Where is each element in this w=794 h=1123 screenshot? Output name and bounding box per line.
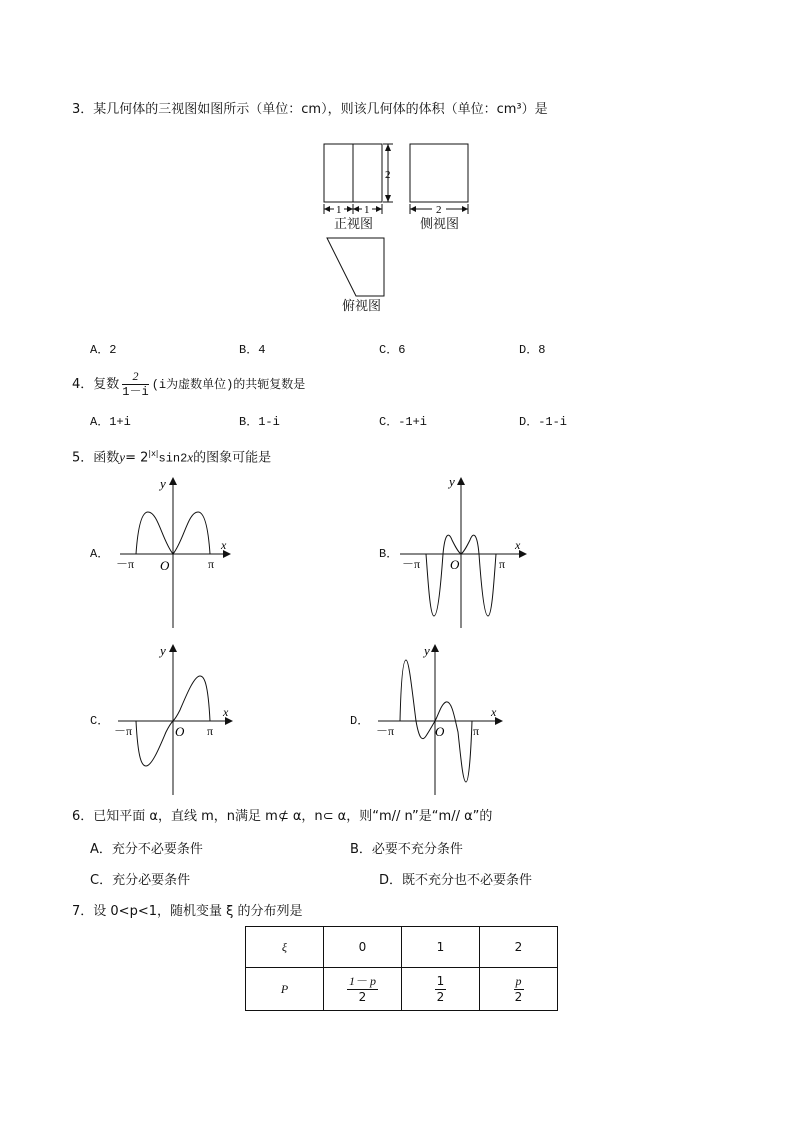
pi-label: π [207, 724, 214, 738]
fraction-denominator: 1－i [122, 385, 149, 399]
pi-label: π [499, 557, 506, 571]
var-y: y [119, 449, 126, 465]
table-header-cell: 0 [324, 927, 402, 968]
origin-label: O [175, 724, 185, 739]
q4-option-c[interactable]: C．-1+i [379, 415, 428, 429]
x-label: x [515, 538, 521, 552]
question-text: 某几何体的三视图如图所示（单位：cm），则该几何体的体积（单位：cm³）是 [93, 102, 548, 117]
question-text: 设 0<p<1，随机变量 ξ 的分布列是 [93, 904, 303, 919]
table-cell [402, 968, 480, 1011]
y-label: y [160, 643, 166, 658]
question-7-stem [72, 904, 303, 920]
question-number: 5． [72, 450, 94, 466]
side-view-rect [410, 144, 468, 202]
table-cell [324, 968, 402, 1011]
top-view-shape [327, 238, 384, 296]
pi-label: π [473, 724, 480, 738]
sin-func: sin2 [158, 451, 188, 466]
table-row [246, 927, 558, 968]
question-4-stem [72, 368, 305, 402]
fraction-denominator: 2 [358, 989, 367, 1004]
question-text-prefix: 复数 [93, 377, 120, 392]
fraction-numerator: p [515, 973, 522, 988]
x-label: x [221, 538, 227, 552]
fraction-numerator: 1 [436, 973, 445, 988]
q5-option-a[interactable]: A． [90, 547, 110, 561]
question-text: 已知平面 α，直线 m，n满足 m⊄ α，n⊂ α，则“m// n”是“m// α”的 [93, 809, 493, 824]
q3-option-d[interactable]: D．8 [519, 343, 546, 357]
y-label: y [424, 643, 430, 658]
complex-fraction [122, 369, 148, 400]
fraction-denominator: 2 [436, 989, 445, 1004]
q3-option-b[interactable]: B．4 [239, 343, 266, 357]
question-text-prefix: 函数 [93, 450, 120, 466]
question-5-stem [72, 446, 271, 466]
table-row [246, 968, 558, 1011]
graph-a[interactable] [116, 476, 230, 628]
fraction-numerator: 1－ p [348, 973, 376, 988]
q4-option-a[interactable]: A．1+i [90, 415, 131, 429]
table-header-cell: 2 [480, 927, 558, 968]
dim-right-label: 1 [364, 204, 370, 216]
q4-option-b[interactable]: B．1-i [239, 415, 280, 429]
q6-option-a[interactable]: A．充分不必要条件 [90, 842, 203, 857]
table-header-cell: ξ [246, 927, 324, 968]
graph-c[interactable] [114, 643, 232, 795]
graph-d[interactable] [376, 643, 502, 795]
var-x: x [187, 449, 194, 465]
question-text-suffix: (i为虚数单位)的共轭复数是 [151, 378, 306, 392]
q5-option-d[interactable]: D． [350, 714, 370, 728]
table-row-label: P [246, 968, 324, 1011]
neg-pi-label: －π [116, 557, 135, 571]
y-label: y [160, 476, 166, 491]
q6-option-d[interactable]: D．既不充分也不必要条件 [379, 873, 533, 888]
q5-option-b[interactable]: B． [379, 547, 399, 561]
neg-pi-label: －π [376, 724, 395, 738]
q3-option-c[interactable]: C．6 [379, 343, 406, 357]
front-view-label: 正视图 [334, 217, 374, 232]
x-label: x [223, 705, 229, 719]
top-view-label: 俯视图 [342, 299, 382, 314]
table-cell [480, 968, 558, 1011]
x-label: x [491, 705, 497, 719]
table-header-cell: 1 [402, 927, 480, 968]
pi-label: π [208, 557, 215, 571]
neg-pi-label: －π [402, 557, 421, 571]
dim-height-label: 2 [385, 169, 391, 181]
graph-b[interactable] [400, 474, 526, 628]
exponent: |x| [148, 449, 159, 458]
question-text-suffix: 的图象可能是 [193, 450, 272, 466]
q3-option-a[interactable]: A．2 [90, 343, 117, 357]
distribution-table [245, 926, 558, 1011]
question-number: 4． [72, 377, 94, 392]
question-number: 3． [72, 102, 94, 117]
q4-option-d[interactable]: D．-1-i [519, 415, 568, 429]
question-number: 6． [72, 809, 94, 824]
three-view-figure [0, 0, 794, 330]
function-graphs [0, 470, 794, 800]
dim-width-label: 2 [436, 204, 442, 216]
fraction-denominator: 2 [514, 989, 523, 1004]
q6-option-c[interactable]: C．充分必要条件 [90, 873, 191, 888]
side-view-label: 侧视图 [420, 217, 460, 232]
neg-pi-label: －π [114, 724, 133, 738]
origin-label: O [450, 557, 460, 572]
question-6-stem [72, 809, 492, 825]
q5-option-c[interactable]: C． [90, 714, 110, 728]
y-label: y [449, 474, 455, 489]
dim-left-label: 1 [336, 204, 342, 216]
origin-label: O [160, 558, 170, 573]
question-number: 7． [72, 904, 94, 919]
fraction-numerator: 2 [122, 369, 148, 385]
origin-label: O [435, 724, 445, 739]
q6-option-b[interactable]: B．必要不充分条件 [350, 842, 463, 857]
equals-base: = 2 [125, 450, 149, 466]
